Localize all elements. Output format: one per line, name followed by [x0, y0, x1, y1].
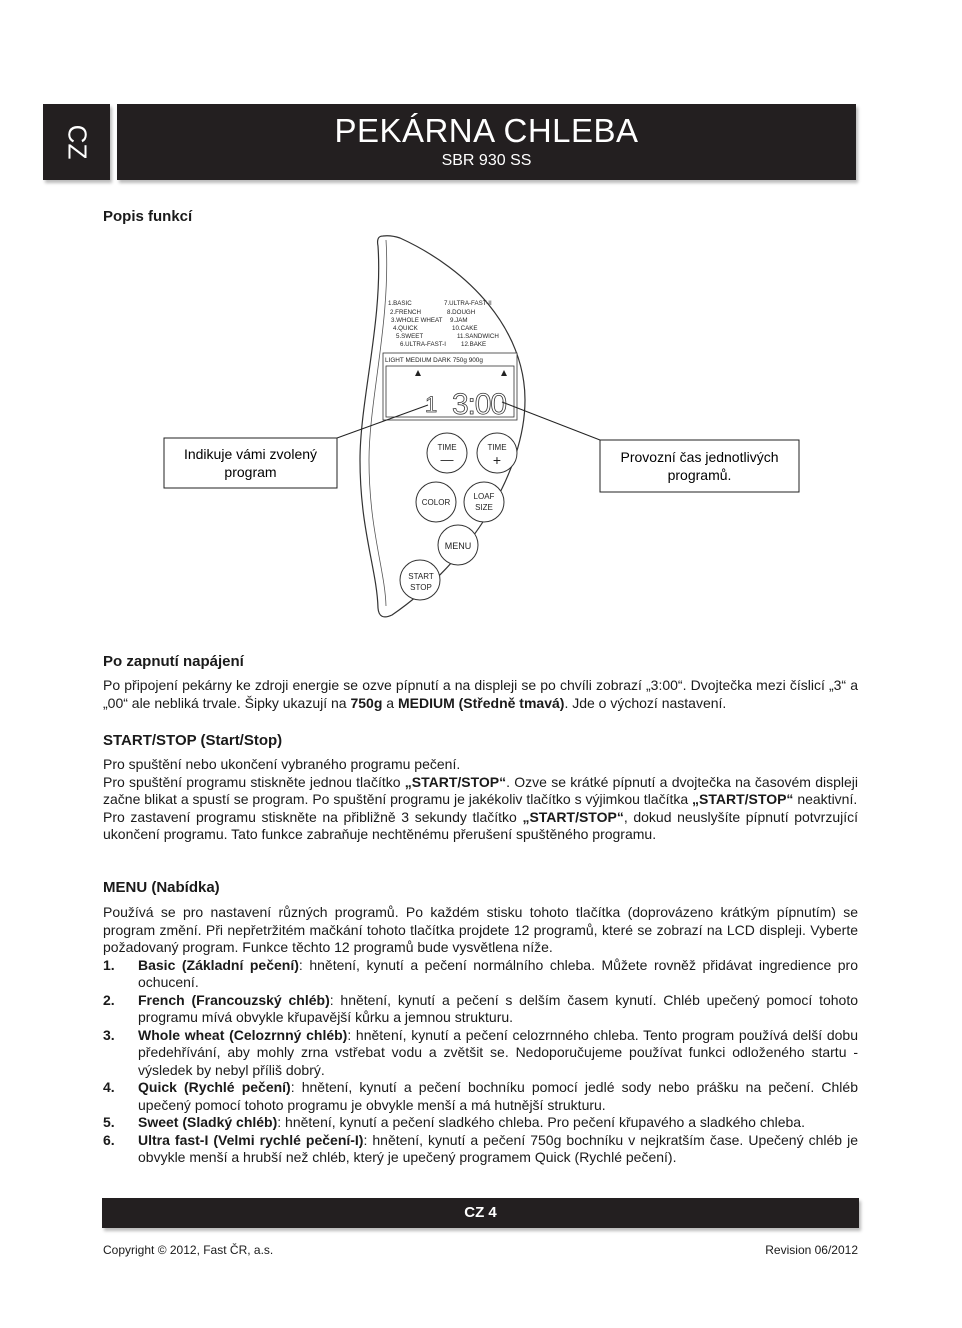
display-time: 3:00 [452, 388, 507, 421]
text-run: Používá se pro nastavení různých programů. Po každém stisku tohoto tlačítka (doprovázeno krátkým pípnutím) se program změní. Při nepřetržitém mačkání tohoto tlačítka projdete 12 programů, které se zobrazí na LCD displeji. Vyberte požadovaný program. Funkce těchto 12 programů bude vysvětlena níže. [103, 904, 858, 955]
bold-text: „START/STOP“ [404, 773, 507, 790]
text-run: Po připojení pekárny ke zdroji energie se ozve pípnutí a na displeji se po chvíli zobrazí „3:00“. Dvojtečka mezi číslicí „3“ a „00“ ale nebliká trvale. Šipky ukazují na [103, 677, 858, 711]
button-label: TIME [437, 443, 457, 452]
list-item [103, 1114, 858, 1132]
callout-text: Indikuje vámi zvolený [183, 446, 318, 462]
language-code: CZ [62, 124, 92, 160]
section-heading-functions: Popis funkcí [103, 208, 193, 225]
paragraph [103, 904, 858, 957]
list-item [103, 992, 858, 1027]
paragraph [103, 809, 858, 844]
model-number: SBR 930 SS [441, 152, 532, 169]
paragraph [103, 774, 858, 809]
section-body [103, 677, 858, 712]
button-label: COLOR [421, 498, 451, 507]
text-run: : hnětení, kynutí a pečení sladkého chleba. Pro pečení křupavého a sladkého chleba. [277, 1114, 805, 1130]
page-number: CZ 4 [464, 1204, 497, 1221]
display-program: 1 [425, 392, 438, 417]
list-text [138, 992, 858, 1027]
section-body [103, 904, 858, 1167]
program-item: 5.SWEET [396, 333, 424, 340]
revision: Revision 06/2012 [765, 1243, 858, 1257]
button-label: SIZE [475, 503, 493, 512]
bold-text: „START/STOP“ [692, 791, 794, 807]
program-item: 1.BASIC [388, 300, 412, 307]
bold-text: Sweet (Sladký chléb) [138, 1114, 278, 1130]
text-run: , dokud neuslyšíte pípnutí potvrzující ukončení programu. Tato funkce zabraňuje nechtěnému přerušení spuštěného programu. [103, 808, 859, 842]
callout-box-right [600, 440, 799, 492]
callout-text: program [224, 464, 277, 480]
list-number: 5. [103, 1114, 115, 1130]
list-item [103, 957, 858, 992]
bold-text: Quick (Rychlé pečení) [138, 1079, 291, 1095]
section-body [103, 756, 858, 844]
list-number: 1. [103, 956, 115, 973]
text-run: : hnětení, kynutí a pečení celozrnného chleba. Tento program používá delší dobu předehřívání, aby mohly zrna vstřebat vodu a zvětšit se. Nedoporučujeme používat funkci odloženého startu - výsledek by nebyl příliš dobrý. [138, 1026, 859, 1078]
bold-text: French (Francouzský chléb) [138, 991, 330, 1008]
bold-text: Whole wheat (Celozrnný chléb) [138, 1026, 348, 1043]
program-item: 11.SANDWICH [457, 333, 499, 340]
list-number: 2. [103, 991, 115, 1008]
button-label: MENU [444, 541, 472, 551]
list-text [138, 957, 858, 992]
text-run: : hnětení, kynutí a pečení s delším časem kynutí. Chléb upečený pomocí tohoto programu mívá obvykle křupavější kůrku a jemnou strukturu. [138, 991, 859, 1025]
paragraph [103, 677, 858, 712]
bold-text: MEDIUM (Středně tmavá) [397, 694, 565, 711]
button-label: — [440, 452, 454, 467]
text-run: Pro spuštění nebo ukončení vybraného programu pečení. [103, 756, 461, 772]
bold-text: Ultra fast-I (Velmi rychlé pečení-I) [138, 1131, 364, 1148]
program-item: 4.QUICK [393, 325, 418, 332]
text-run: a [382, 694, 398, 711]
text-run: : hnětení, kynutí a pečení normálního chleba. Můžete rovněž přidávat ingredience pro ochucení. [138, 956, 858, 990]
panel-outline [360, 236, 525, 617]
button-label: START [408, 572, 434, 581]
program-item: 3.WHOLE WHEAT [391, 317, 443, 324]
section-heading: MENU (Nabídka) [103, 879, 220, 896]
bold-text: 750g [350, 694, 383, 711]
button-label: TIME [487, 443, 507, 452]
paragraph [103, 756, 858, 774]
text-run: Pro spuštění programu stiskněte jednou tlačítko [103, 773, 405, 790]
list-text [138, 1114, 858, 1132]
bold-text: Basic (Základní pečení) [138, 956, 299, 973]
program-item: 8.DOUGH [447, 309, 476, 316]
text-run: : hnětení, kynutí a pečení 750g bochníku v nejkratším čase. Upečený chléb je obvykle menší a hrubší než chléb, který je upečený programem Quick (Rychlé pečení). [138, 1131, 858, 1165]
program-item: 12.BAKE [461, 341, 487, 348]
callout-text: programů. [667, 467, 732, 483]
text-run: : hnětení, kynutí a pečení bochníku pomocí jedlé sody nebo prášku na pečení. Chléb upečený pomocí tohoto programu je obvykle menší a má hutnější strukturu. [138, 1079, 858, 1113]
callout-text: Provozní čas jednotlivých [620, 449, 779, 465]
display-labels: LIGHT MEDIUM DARK 750g 900g [385, 357, 483, 364]
control-panel-diagram [0, 0, 962, 640]
list-number: 6. [103, 1131, 115, 1148]
button-label: + [492, 452, 502, 468]
list-text [138, 1132, 858, 1167]
program-item: 10.CAKE [452, 325, 478, 332]
text-run: neaktivní. [793, 791, 858, 807]
button-label: STOP [410, 583, 432, 592]
list-number: 4. [103, 1079, 115, 1095]
list-item [103, 1027, 858, 1080]
program-item: 6.ULTRA-FAST-I [400, 341, 446, 348]
list-text [138, 1079, 858, 1114]
list-text [138, 1027, 858, 1080]
program-item: 7.ULTRA-FAST-II [444, 300, 492, 307]
program-item: 9.JAM [450, 317, 468, 324]
program-item: 2.FRENCH [390, 309, 421, 316]
text-run: . Ozve se krátké pípnutí a dvojtečka na časovém displeji začne blikat a spustí se program. Po spuštění programu je jakékoliv tlačítko s výjimkou tlačítka [103, 773, 859, 807]
button-label: LOAF [473, 492, 495, 501]
list-number: 3. [103, 1026, 115, 1043]
section-heading: START/STOP (Start/Stop) [103, 732, 283, 749]
page-title: PEKÁRNA CHLEBA [334, 112, 639, 149]
loaf-size-button[interactable] [464, 482, 504, 522]
list-item [103, 1132, 858, 1167]
text-run: . Jde o výchozí nastavení. [564, 694, 727, 711]
list-item [103, 1079, 858, 1114]
copyright: Copyright © 2012, Fast ČR, a.s. [103, 1243, 274, 1257]
page-number-bar [102, 1198, 859, 1228]
section-heading: Po zapnutí napájení [103, 653, 244, 670]
text-run: Pro zastavení programu stiskněte na přibližně 3 sekundy tlačítko [103, 808, 523, 825]
bold-text: „START/STOP“ [522, 808, 624, 825]
